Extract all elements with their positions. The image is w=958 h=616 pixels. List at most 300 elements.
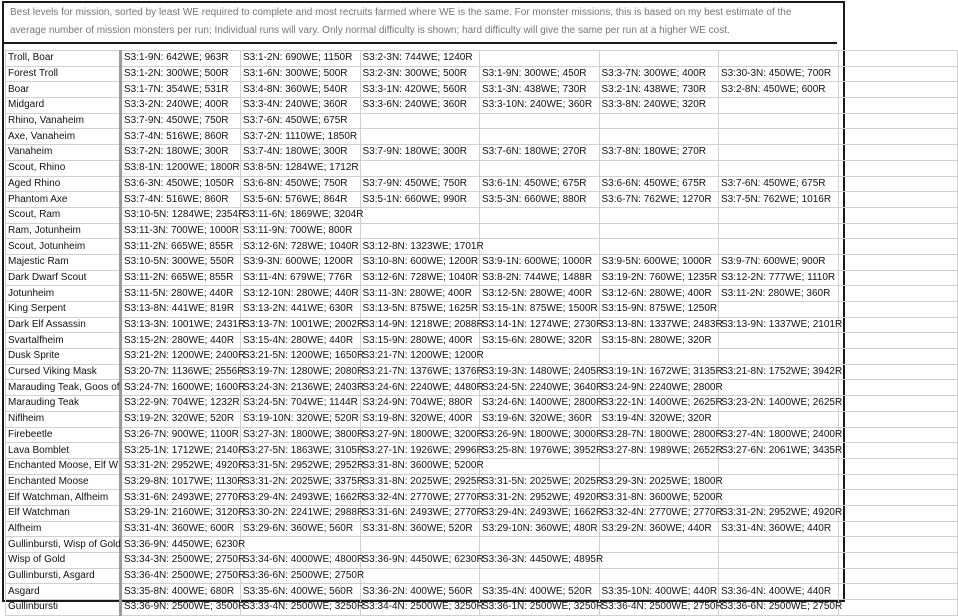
mission-cell[interactable]: S3:1-7N: 354WE; 531R xyxy=(121,82,241,98)
mission-cell[interactable]: S3:35-6N: 400WE; 560R xyxy=(241,584,361,600)
mission-cell[interactable]: S3:7-6N: 450WE; 675R xyxy=(241,113,361,129)
mission-cell[interactable]: S3:9-5N: 600WE; 1000R xyxy=(599,254,719,270)
mission-cell[interactable]: S3:2-3N: 744WE; 1240R xyxy=(360,51,480,67)
mission-cell[interactable]: S3:27-9N: 1800WE; 3200R xyxy=(360,427,480,443)
mission-cell[interactable]: S3:27-3N: 1800WE; 3800R xyxy=(241,427,361,443)
mission-cell[interactable]: S3:1-6N: 300WE; 500R xyxy=(241,66,361,82)
row-name-cell[interactable]: Niflheim xyxy=(6,411,121,427)
mission-cell[interactable] xyxy=(838,600,958,616)
mission-cell[interactable]: S3:36-4N: 400WE; 440R xyxy=(719,584,839,600)
mission-cell[interactable]: S3:10-5N: 300WE; 550R xyxy=(121,254,241,270)
mission-cell[interactable]: S3:36-6N: 2500WE; 2750R xyxy=(241,568,361,584)
mission-cell[interactable] xyxy=(599,349,719,365)
mission-cell[interactable] xyxy=(480,568,600,584)
mission-cell[interactable]: S3:7-9N: 180WE; 300R xyxy=(360,145,480,161)
mission-cell[interactable]: S3:35-4N: 400WE; 520R xyxy=(480,584,600,600)
mission-cell[interactable]: S3:8-2N: 744WE; 1488R xyxy=(480,270,600,286)
mission-cell[interactable]: S3:1-2N: 300WE; 500R xyxy=(121,66,241,82)
mission-cell[interactable] xyxy=(360,160,480,176)
mission-cell[interactable]: S3:36-2N: 400WE; 560R xyxy=(360,584,480,600)
mission-cell[interactable] xyxy=(719,333,839,349)
mission-cell[interactable] xyxy=(719,302,839,318)
mission-cell[interactable]: S3:24-5N: 704WE; 1144R xyxy=(241,396,361,412)
row-name-cell[interactable]: Alfheim xyxy=(6,521,121,537)
row-name-cell[interactable]: Wisp of Gold xyxy=(6,553,121,569)
row-name-cell[interactable]: Gullinbursti xyxy=(6,600,121,616)
mission-cell[interactable] xyxy=(838,396,958,412)
mission-cell[interactable]: S3:15-1N: 875WE; 1500R xyxy=(480,302,600,318)
mission-cell[interactable]: S3:5-1N: 660WE; 990R xyxy=(360,192,480,208)
mission-cell[interactable]: S3:5-6N: 576WE; 864R xyxy=(241,192,361,208)
mission-cell[interactable]: S3:3-8N: 240WE; 320R xyxy=(599,98,719,114)
mission-table-body xyxy=(6,51,958,616)
mission-cell[interactable]: S3:36-6N: 2500WE; 2750R xyxy=(719,600,839,616)
mission-cell[interactable]: S3:34-4N: 2500WE; 3250R xyxy=(360,600,480,616)
mission-cell[interactable]: S3:24-9N: 704WE; 880R xyxy=(360,396,480,412)
mission-cell[interactable]: S3:26-7N: 900WE; 1100R xyxy=(121,427,241,443)
mission-cell[interactable]: S3:11-9N: 700WE; 800R xyxy=(241,223,361,239)
mission-cell[interactable] xyxy=(719,207,839,223)
mission-cell[interactable]: S3:24-7N: 1600WE; 1600R xyxy=(121,380,241,396)
mission-cell[interactable] xyxy=(838,474,958,490)
mission-cell[interactable]: S3:34-3N: 2500WE; 2750R xyxy=(121,553,241,569)
mission-cell[interactable] xyxy=(719,129,839,145)
mission-cell[interactable]: S3:31-6N: 2493WE; 2770R xyxy=(360,505,480,521)
mission-cell[interactable] xyxy=(838,505,958,521)
mission-cell[interactable]: S3:29-3N: 2025WE; 1800R xyxy=(599,474,719,490)
mission-cell[interactable]: S3:13-8N: 1337WE; 2483R xyxy=(599,317,719,333)
mission-cell[interactable]: S3:3-4N: 240WE; 360R xyxy=(241,98,361,114)
mission-cell[interactable] xyxy=(360,207,480,223)
mission-cell[interactable]: S3:36-9N: 2500WE; 3500R xyxy=(121,600,241,616)
mission-cell[interactable]: S3:3-7N: 300WE; 400R xyxy=(599,66,719,82)
mission-cell[interactable]: S3:11-2N: 665WE; 855R xyxy=(121,239,241,255)
mission-cell[interactable]: S3:32-4N: 2770WE; 2770R xyxy=(599,505,719,521)
row-name-cell[interactable]: Vanaheim xyxy=(6,145,121,161)
mission-cell[interactable]: S3:7-4N: 516WE; 860R xyxy=(121,129,241,145)
mission-cell[interactable]: S3:2-1N: 438WE; 730R xyxy=(599,82,719,98)
row-name-cell[interactable]: Svartalfheim xyxy=(6,333,121,349)
mission-cell[interactable]: S3:12-6N: 728WE; 1040R xyxy=(360,270,480,286)
mission-cell[interactable]: S3:11-3N: 280WE; 400R xyxy=(360,286,480,302)
mission-cell[interactable] xyxy=(719,411,839,427)
mission-cell[interactable]: S3:13-3N: 1001WE; 2431R xyxy=(121,317,241,333)
row-name-cell[interactable]: Scout, Jotunheim xyxy=(6,239,121,255)
row-name-cell[interactable]: Troll, Boar xyxy=(6,51,121,67)
mission-cell[interactable] xyxy=(838,66,958,82)
mission-cell[interactable]: S3:13-8N: 441WE; 819R xyxy=(121,302,241,318)
mission-cell[interactable]: S3:28-7N: 1800WE; 2800R xyxy=(599,427,719,443)
row-name-cell[interactable]: Majestic Ram xyxy=(6,254,121,270)
mission-cell[interactable] xyxy=(719,537,839,553)
mission-cell[interactable]: S3:31-2N: 2952WE; 4920R xyxy=(480,490,600,506)
mission-cell[interactable]: S3:2-3N: 300WE; 500R xyxy=(360,66,480,82)
mission-cell[interactable]: S3:13-9N: 1337WE; 2101R xyxy=(719,317,839,333)
mission-cell[interactable]: S3:31-5N: 2025WE; 2025R xyxy=(480,474,600,490)
row-name-cell[interactable]: Elf Watchman, Alfheim xyxy=(6,490,121,506)
mission-cell[interactable]: S3:19-3N: 1480WE; 2405R xyxy=(480,364,600,380)
mission-cell[interactable]: S3:30-2N: 2241WE; 2988R xyxy=(241,505,361,521)
mission-cell[interactable]: S3:23-2N: 1400WE; 2625R xyxy=(719,396,839,412)
table-row xyxy=(6,302,958,318)
mission-cell[interactable] xyxy=(838,223,958,239)
mission-cell[interactable]: S3:24-9N: 2240WE; 2800R xyxy=(599,380,719,396)
table-row xyxy=(6,254,958,270)
mission-cell[interactable]: S3:30-3N: 450WE; 700R xyxy=(719,66,839,82)
table-row xyxy=(6,192,958,208)
mission-cell[interactable]: S3:11-3N: 700WE; 1000R xyxy=(121,223,241,239)
mission-cell[interactable] xyxy=(719,223,839,239)
mission-cell[interactable]: S3:15-9N: 875WE; 1250R xyxy=(599,302,719,318)
mission-cell[interactable]: S3:36-4N: 2500WE; 2750R xyxy=(121,568,241,584)
mission-cell[interactable]: S3:9-7N: 600WE; 900R xyxy=(719,254,839,270)
mission-cell[interactable] xyxy=(838,192,958,208)
table-row xyxy=(6,584,958,600)
mission-cell[interactable]: S3:19-7N: 1280WE; 2080R xyxy=(241,364,361,380)
mission-cell[interactable] xyxy=(838,286,958,302)
mission-cell[interactable]: S3:12-2N: 777WE; 1110R xyxy=(719,270,839,286)
mission-cell[interactable] xyxy=(719,474,839,490)
mission-cell[interactable]: S3:15-8N: 280WE; 320R xyxy=(599,333,719,349)
mission-cell[interactable]: S3:31-5N: 2952WE; 2952R xyxy=(241,458,361,474)
mission-cell[interactable] xyxy=(838,254,958,270)
mission-cell[interactable] xyxy=(719,568,839,584)
mission-cell[interactable] xyxy=(480,113,600,129)
mission-cell[interactable]: S3:7-5N: 762WE; 1016R xyxy=(719,192,839,208)
row-name-cell[interactable]: Forest Troll xyxy=(6,66,121,82)
row-name-cell[interactable]: Lava Bomblet xyxy=(6,443,121,459)
mission-cell[interactable]: S3:13-7N: 1001WE; 2002R xyxy=(241,317,361,333)
mission-cell[interactable]: S3:15-9N: 280WE; 400R xyxy=(360,333,480,349)
mission-cell[interactable] xyxy=(838,443,958,459)
mission-cell[interactable] xyxy=(838,521,958,537)
mission-cell[interactable] xyxy=(838,302,958,318)
mission-cell[interactable] xyxy=(599,537,719,553)
table-row xyxy=(6,537,958,553)
mission-cell[interactable]: S3:7-4N: 516WE; 860R xyxy=(121,192,241,208)
row-name-cell[interactable]: Scout, Rhino xyxy=(6,160,121,176)
row-name-cell[interactable]: Boar xyxy=(6,82,121,98)
mission-cell[interactable]: S3:15-4N: 280WE; 440R xyxy=(241,333,361,349)
table-row xyxy=(6,145,958,161)
row-name-cell[interactable]: Firebeetle xyxy=(6,427,121,443)
mission-cell[interactable]: S3:32-4N: 2770WE; 2770R xyxy=(360,490,480,506)
mission-cell[interactable]: S3:9-1N: 600WE; 1000R xyxy=(480,254,600,270)
mission-cell[interactable]: S3:12-6N: 280WE; 400R xyxy=(599,286,719,302)
mission-cell[interactable]: S3:21-2N: 1200WE; 2400R xyxy=(121,349,241,365)
mission-cell[interactable]: S3:11-2N: 665WE; 855R xyxy=(121,270,241,286)
mission-cell[interactable]: S3:24-3N: 2136WE; 2403R xyxy=(241,380,361,396)
mission-cell[interactable] xyxy=(838,176,958,192)
row-name-cell[interactable]: Ram, Jotunheim xyxy=(6,223,121,239)
row-name-cell[interactable]: Dark Dwarf Scout xyxy=(6,270,121,286)
mission-cell[interactable]: S3:31-8N: 2025WE; 2925R xyxy=(360,474,480,490)
row-name-cell[interactable]: Asgard xyxy=(6,584,121,600)
mission-cell[interactable] xyxy=(838,411,958,427)
mission-cell[interactable]: S3:12-6N: 728WE; 1040R xyxy=(241,239,361,255)
mission-cell[interactable]: S3:22-9N: 704WE; 1232R xyxy=(121,396,241,412)
mission-cell[interactable]: S3:7-2N: 1110WE; 1850R xyxy=(241,129,361,145)
mission-cell[interactable]: S3:19-10N: 320WE; 520R xyxy=(241,411,361,427)
mission-cell[interactable] xyxy=(719,380,839,396)
mission-cell[interactable]: S3:7-6N: 180WE; 270R xyxy=(480,145,600,161)
mission-cell[interactable] xyxy=(838,51,958,67)
mission-cell[interactable]: S3:27-4N: 1800WE; 2400R xyxy=(719,427,839,443)
mission-cell[interactable] xyxy=(599,113,719,129)
mission-cell[interactable]: S3:7-8N: 180WE; 270R xyxy=(599,145,719,161)
mission-cell[interactable]: S3:9-3N: 600WE; 1200R xyxy=(241,254,361,270)
mission-cell[interactable] xyxy=(719,160,839,176)
mission-cell[interactable]: S3:7-2N: 180WE; 300R xyxy=(121,145,241,161)
mission-cell[interactable]: S3:31-4N: 360WE; 600R xyxy=(121,521,241,537)
mission-cell[interactable] xyxy=(480,223,600,239)
mission-cell[interactable]: S3:29-4N: 2493WE; 1662R xyxy=(480,505,600,521)
mission-cell[interactable] xyxy=(719,553,839,569)
row-name-cell[interactable]: Enchanted Moose, Elf W xyxy=(6,458,121,474)
mission-cell[interactable]: S3:29-4N: 2493WE; 1662R xyxy=(241,490,361,506)
row-name-cell[interactable]: King Serpent xyxy=(6,302,121,318)
mission-cell[interactable]: S3:29-6N: 360WE; 560R xyxy=(241,521,361,537)
table-row xyxy=(6,553,958,569)
mission-cell[interactable]: S3:35-8N: 400WE; 680R xyxy=(121,584,241,600)
row-name-cell[interactable]: Enchanted Moose xyxy=(6,474,121,490)
mission-cell[interactable]: S3:25-8N: 1976WE; 3952R xyxy=(480,443,600,459)
mission-cell[interactable]: S3:21-7N: 1376WE; 1376R xyxy=(360,364,480,380)
mission-cell[interactable]: S3:6-6N: 450WE; 675R xyxy=(599,176,719,192)
mission-cell[interactable] xyxy=(599,51,719,67)
mission-cell[interactable] xyxy=(838,333,958,349)
mission-cell[interactable]: S3:36-9N: 4450WE; 6230R xyxy=(121,537,241,553)
mission-cell[interactable] xyxy=(838,364,958,380)
mission-cell[interactable]: S3:11-6N: 1869WE; 3204R xyxy=(241,207,361,223)
mission-cell[interactable]: S3:1-9N: 300WE; 450R xyxy=(480,66,600,82)
mission-cell[interactable] xyxy=(838,207,958,223)
row-name-cell[interactable]: Gullinbursti, Wisp of Gold xyxy=(6,537,121,553)
mission-cell[interactable]: S3:29-10N: 360WE; 480R xyxy=(480,521,600,537)
mission-cell[interactable]: S3:19-4N: 320WE; 320R xyxy=(599,411,719,427)
header-note: Best levels for mission, sorted by least WE required to complete and most recruits farmed where WE is the same. For monster missions, this is based on my best estimate of the average number of mission monsters per run; Individual runs will vary. Only normal difficulty is shown; hard difficulty will give the same per run at a higher WE cost. xyxy=(2,1,837,44)
mission-cell[interactable]: S3:19-6N: 320WE; 360R xyxy=(480,411,600,427)
mission-cell[interactable] xyxy=(838,270,958,286)
mission-cell[interactable] xyxy=(719,113,839,129)
mission-cell[interactable] xyxy=(838,427,958,443)
mission-cell[interactable]: S3:27-6N: 2061WE; 3435R xyxy=(719,443,839,459)
mission-cell[interactable]: S3:6-1N: 450WE; 675R xyxy=(480,176,600,192)
mission-cell[interactable] xyxy=(480,207,600,223)
mission-cell[interactable]: S3:31-2N: 2952WE; 4920R xyxy=(719,505,839,521)
mission-cell[interactable]: S3:12-8N: 1323WE; 1701R xyxy=(360,239,480,255)
mission-cell[interactable]: S3:6-7N: 762WE; 1270R xyxy=(599,192,719,208)
mission-cell[interactable] xyxy=(838,160,958,176)
mission-cell[interactable] xyxy=(719,349,839,365)
mission-cell[interactable] xyxy=(838,82,958,98)
mission-cell[interactable]: S3:14-9N: 1218WE; 2088R xyxy=(360,317,480,333)
mission-cell[interactable]: S3:31-8N: 3600WE; 5200R xyxy=(360,458,480,474)
mission-cell[interactable]: S3:34-6N: 4000WE; 4800R xyxy=(241,553,361,569)
mission-cell[interactable] xyxy=(838,98,958,114)
mission-cell[interactable]: S3:10-5N: 1284WE; 2354R xyxy=(121,207,241,223)
mission-cell[interactable] xyxy=(599,129,719,145)
mission-cell[interactable]: S3:29-8N: 1017WE; 1130R xyxy=(121,474,241,490)
mission-cell[interactable] xyxy=(719,239,839,255)
mission-cell[interactable] xyxy=(599,160,719,176)
mission-cell[interactable]: S3:11-5N: 280WE; 440R xyxy=(121,286,241,302)
mission-cell[interactable] xyxy=(480,537,600,553)
mission-cell[interactable]: S3:19-2N: 760WE; 1235R xyxy=(599,270,719,286)
row-name-cell[interactable]: Scout, Ram xyxy=(6,207,121,223)
mission-cell[interactable] xyxy=(838,239,958,255)
mission-cell[interactable]: S3:25-1N: 1712WE; 2140R xyxy=(121,443,241,459)
mission-cell[interactable] xyxy=(599,568,719,584)
mission-cell[interactable]: S3:24-6N: 1400WE; 2800R xyxy=(480,396,600,412)
row-name-cell[interactable]: Dark Elf Assassin xyxy=(6,317,121,333)
mission-cell[interactable] xyxy=(480,239,600,255)
mission-cell[interactable] xyxy=(241,537,361,553)
mission-cell[interactable] xyxy=(480,349,600,365)
mission-cell[interactable]: S3:12-10N: 280WE; 440R xyxy=(241,286,361,302)
mission-cell[interactable]: S3:2-8N: 450WE; 600R xyxy=(719,82,839,98)
mission-cell[interactable] xyxy=(719,51,839,67)
mission-cell[interactable]: S3:13-2N: 441WE; 630R xyxy=(241,302,361,318)
mission-cell[interactable]: S3:27-1N: 1926WE; 2996R xyxy=(360,443,480,459)
mission-cell[interactable]: S3:1-3N: 438WE; 730R xyxy=(480,82,600,98)
mission-cell[interactable]: S3:6-3N: 450WE; 1050R xyxy=(121,176,241,192)
mission-cell[interactable]: S3:36-1N: 2500WE; 3250R xyxy=(480,600,600,616)
mission-cell[interactable]: S3:1-2N: 690WE; 1150R xyxy=(241,51,361,67)
mission-cell[interactable] xyxy=(599,458,719,474)
mission-cell[interactable]: S3:33-4N: 2500WE; 3250R xyxy=(241,600,361,616)
row-name-cell[interactable]: Aged Rhino xyxy=(6,176,121,192)
mission-cell[interactable]: S3:19-2N: 320WE; 520R xyxy=(121,411,241,427)
mission-cell[interactable] xyxy=(360,129,480,145)
mission-cell[interactable] xyxy=(838,568,958,584)
mission-cell[interactable]: S3:21-7N: 1200WE; 1200R xyxy=(360,349,480,365)
row-name-cell[interactable]: Axe, Vanaheim xyxy=(6,129,121,145)
mission-cell[interactable]: S3:31-2N: 2025WE; 3375R xyxy=(241,474,361,490)
mission-cell[interactable]: S3:36-9N: 4450WE; 6230R xyxy=(360,553,480,569)
mission-cell[interactable]: S3:12-5N: 280WE; 400R xyxy=(480,286,600,302)
mission-cell[interactable]: S3:19-8N: 320WE; 400R xyxy=(360,411,480,427)
mission-cell[interactable]: S3:15-2N: 280WE; 440R xyxy=(121,333,241,349)
row-name-cell[interactable]: Elf Watchman xyxy=(6,505,121,521)
mission-cell[interactable]: S3:8-5N: 1284WE; 1712R xyxy=(241,160,361,176)
mission-cell[interactable]: S3:31-6N: 2493WE; 2770R xyxy=(121,490,241,506)
mission-cell[interactable]: S3:29-1N: 2160WE; 3120R xyxy=(121,505,241,521)
mission-cell[interactable] xyxy=(838,145,958,161)
mission-cell[interactable] xyxy=(719,490,839,506)
mission-cell[interactable]: S3:31-2N: 2952WE; 4920R xyxy=(121,458,241,474)
mission-cell[interactable]: S3:3-10N: 240WE; 360R xyxy=(480,98,600,114)
mission-cell[interactable]: S3:7-6N: 450WE; 675R xyxy=(719,176,839,192)
mission-cell[interactable] xyxy=(719,145,839,161)
mission-cell[interactable]: S3:8-1N: 1200WE; 1800R xyxy=(121,160,241,176)
mission-cell[interactable] xyxy=(838,537,958,553)
mission-cell[interactable] xyxy=(480,129,600,145)
mission-cell[interactable]: S3:13-5N: 875WE; 1625R xyxy=(360,302,480,318)
mission-cell[interactable]: S3:15-6N: 280WE; 320R xyxy=(480,333,600,349)
mission-cell[interactable]: S3:26-9N: 1800WE; 3000R xyxy=(480,427,600,443)
mission-cell[interactable]: S3:19-1N: 1672WE; 3135R xyxy=(599,364,719,380)
mission-cell[interactable]: S3:3-6N: 240WE; 360R xyxy=(360,98,480,114)
mission-cell[interactable] xyxy=(719,98,839,114)
mission-cell[interactable] xyxy=(360,113,480,129)
row-name-cell[interactable]: Cursed Viking Mask xyxy=(6,364,121,380)
table-row xyxy=(6,129,958,145)
mission-cell[interactable]: S3:31-8N: 360WE; 520R xyxy=(360,521,480,537)
mission-cell[interactable] xyxy=(838,584,958,600)
row-name-cell[interactable]: Jotunheim xyxy=(6,286,121,302)
mission-cell[interactable] xyxy=(360,537,480,553)
mission-cell[interactable] xyxy=(838,317,958,333)
row-name-cell[interactable]: Marauding Teak xyxy=(6,396,121,412)
mission-cell[interactable] xyxy=(599,223,719,239)
mission-cell[interactable] xyxy=(599,207,719,223)
row-name-cell[interactable]: Midgard xyxy=(6,98,121,114)
mission-cell[interactable]: S3:3-2N: 240WE; 400R xyxy=(121,98,241,114)
mission-cell[interactable]: S3:11-2N: 280WE; 360R xyxy=(719,286,839,302)
mission-cell[interactable]: S3:27-8N: 1989WE; 2652R xyxy=(599,443,719,459)
table-row xyxy=(6,317,958,333)
mission-cell[interactable] xyxy=(480,160,600,176)
mission-cell[interactable]: S3:3-1N: 420WE; 560R xyxy=(360,82,480,98)
mission-cell[interactable]: S3:24-6N: 2240WE; 4480R xyxy=(360,380,480,396)
mission-cell[interactable]: S3:24-5N: 2240WE; 3640R xyxy=(480,380,600,396)
mission-cell[interactable] xyxy=(838,458,958,474)
mission-cell[interactable]: S3:7-4N: 180WE; 300R xyxy=(241,145,361,161)
mission-cell[interactable]: S3:27-5N: 1863WE; 3105R xyxy=(241,443,361,459)
mission-cell[interactable] xyxy=(838,380,958,396)
mission-cell[interactable] xyxy=(838,349,958,365)
mission-cell[interactable] xyxy=(599,239,719,255)
mission-cell[interactable]: S3:35-10N: 400WE; 440R xyxy=(599,584,719,600)
row-name-cell[interactable]: Gullinbursti, Asgard xyxy=(6,568,121,584)
mission-cell[interactable] xyxy=(360,568,480,584)
mission-cell[interactable]: S3:22-1N: 1400WE; 2625R xyxy=(599,396,719,412)
mission-cell[interactable]: S3:11-4N: 679WE; 776R xyxy=(241,270,361,286)
mission-cell[interactable]: S3:6-8N: 450WE; 750R xyxy=(241,176,361,192)
row-name-cell[interactable]: Dusk Sprite xyxy=(6,349,121,365)
mission-cell[interactable]: S3:29-2N: 360WE; 440R xyxy=(599,521,719,537)
row-name-cell[interactable]: Phantom Axe xyxy=(6,192,121,208)
mission-cell[interactable] xyxy=(838,113,958,129)
mission-cell[interactable]: S3:14-1N: 1274WE; 2730R xyxy=(480,317,600,333)
mission-cell[interactable] xyxy=(480,458,600,474)
mission-cell[interactable]: S3:4-8N: 360WE; 540R xyxy=(241,82,361,98)
mission-cell[interactable] xyxy=(719,458,839,474)
row-name-cell[interactable]: Rhino, Vanaheim xyxy=(6,113,121,129)
mission-cell[interactable] xyxy=(838,553,958,569)
mission-cell[interactable] xyxy=(838,490,958,506)
mission-cell[interactable] xyxy=(599,553,719,569)
table-row xyxy=(6,427,958,443)
mission-cell[interactable]: S3:5-3N: 660WE; 880R xyxy=(480,192,600,208)
mission-cell[interactable]: S3:36-4N: 2500WE; 2750R xyxy=(599,600,719,616)
mission-cell[interactable]: S3:7-9N: 450WE; 750R xyxy=(360,176,480,192)
mission-cell[interactable]: S3:31-8N: 3600WE; 5200R xyxy=(599,490,719,506)
mission-cell[interactable] xyxy=(360,223,480,239)
mission-cell[interactable]: S3:31-4N: 360WE; 440R xyxy=(719,521,839,537)
mission-cell[interactable]: S3:36-3N: 4450WE; 4895R xyxy=(480,553,600,569)
mission-cell[interactable]: S3:20-7N: 1136WE; 2556R xyxy=(121,364,241,380)
mission-cell[interactable] xyxy=(838,129,958,145)
mission-cell[interactable]: S3:10-8N: 600WE; 1200R xyxy=(360,254,480,270)
row-name-cell[interactable]: Marauding Teak, Goos of xyxy=(6,380,121,396)
mission-cell[interactable]: S3:1-9N: 642WE; 963R xyxy=(121,51,241,67)
mission-cell[interactable] xyxy=(480,51,600,67)
mission-cell[interactable]: S3:21-5N: 1200WE; 1650R xyxy=(241,349,361,365)
mission-cell[interactable]: S3:7-9N: 450WE; 750R xyxy=(121,113,241,129)
mission-cell[interactable]: S3:21-8N: 1752WE; 3942R xyxy=(719,364,839,380)
